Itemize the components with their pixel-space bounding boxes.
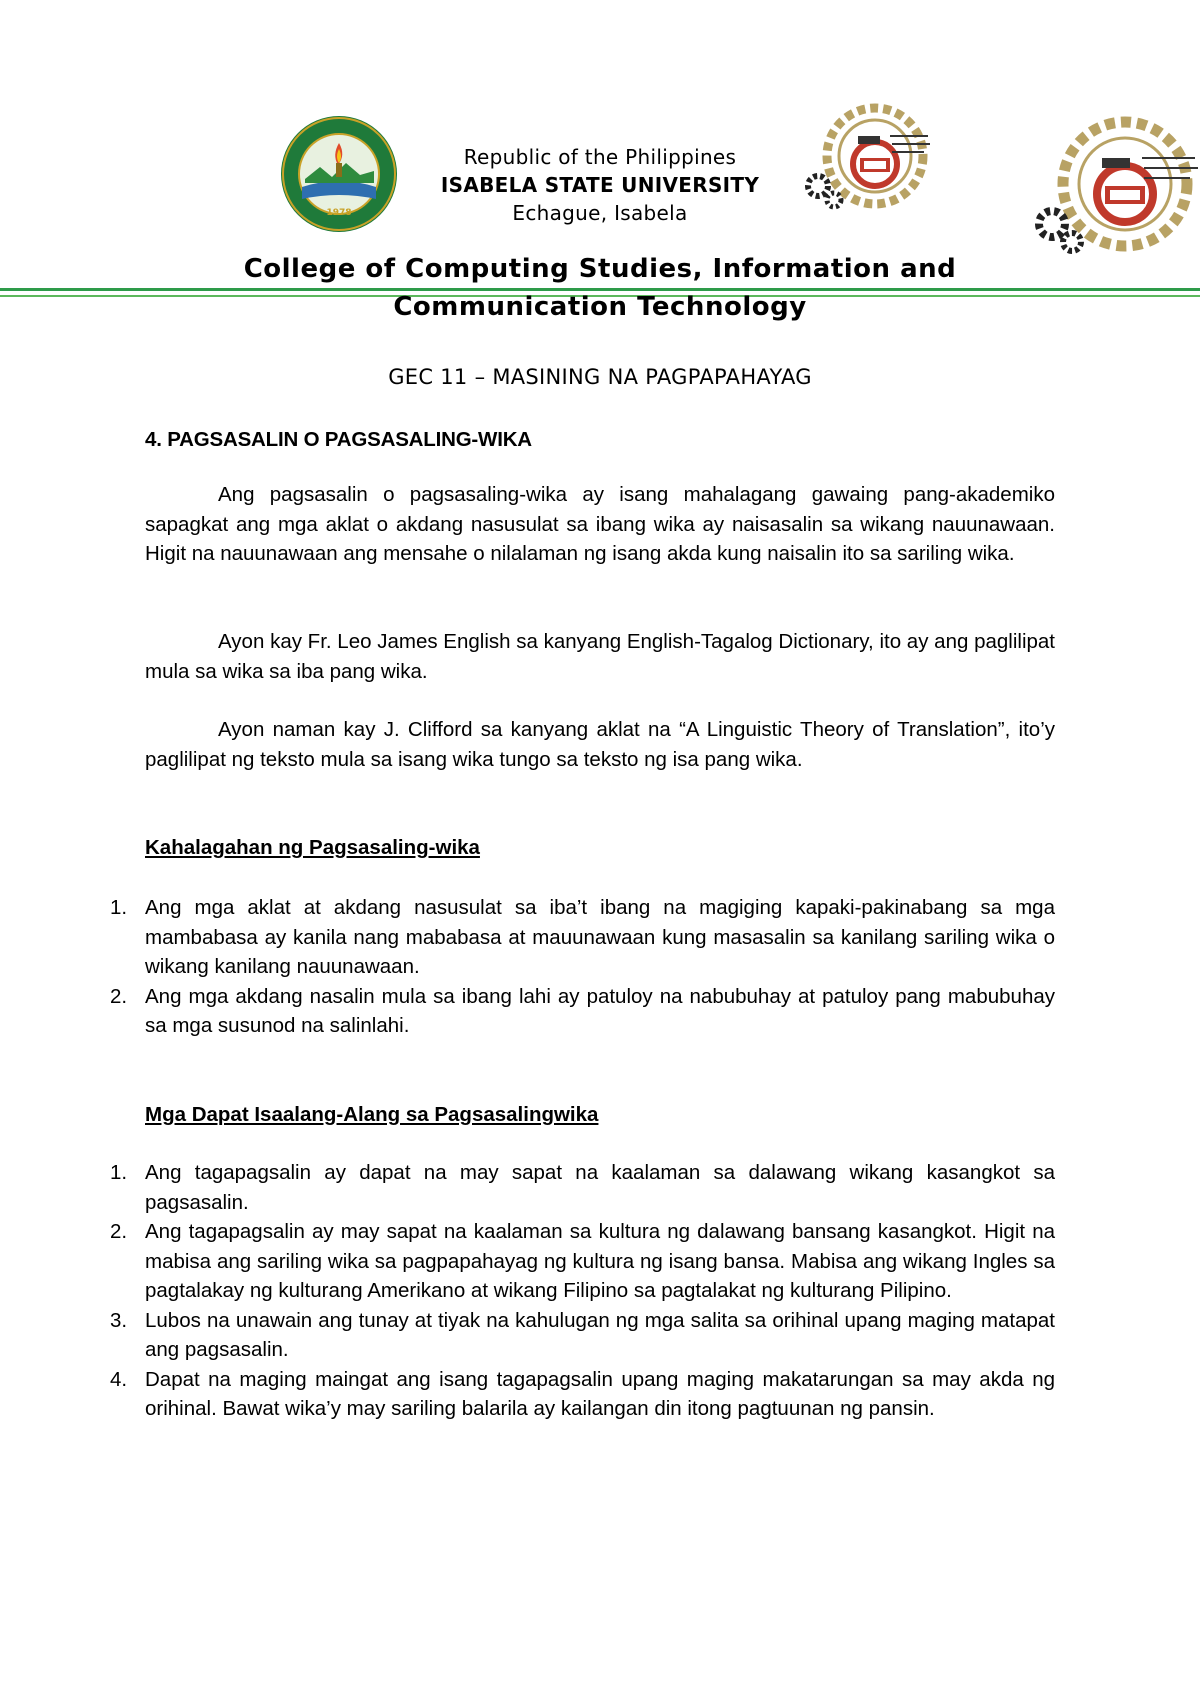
list-item — [110, 1306, 1055, 1365]
list-item-text: Ang tagapagsalin ay may sapat na kaalaman sa kultura ng dalawang bansang kasangkot. Higit na mabisa ang sariling wika sa pagpapahayag ng kultura ng isang bansa. Mabisa ang wikang Ingles sa pagtalakay ng kulturang Amerikano at wikang Filipino sa pagtalakat ng kulturang Pilipino. — [145, 1220, 1055, 1302]
list-item — [110, 893, 1055, 982]
list-item-text: Dapat na maging maingat ang isang tagapagsalin upang maging makatarungan sa may akda ng orihinal. Bawat wika’y may sariling balarila ay kailangan din itong pagtuunan ng pansin. — [145, 1367, 1055, 1420]
kahalagahan-list — [110, 893, 1055, 1041]
list-item — [110, 982, 1055, 1041]
list-item-text: Ang tagapagsalin ay dapat na may sapat na kaalaman sa dalawang wikang kasangkot sa pagsasalin. — [145, 1161, 1055, 1214]
list-number: 1. — [110, 896, 128, 919]
course-title: GEC 11 – MASINING NA PAGPAPAHAYAG — [388, 365, 812, 389]
ccsict-gear-logo-large — [1030, 106, 1200, 276]
list-number: 2. — [110, 984, 128, 1008]
republic-line: Republic of the Philippines — [463, 145, 737, 169]
list-number: 3. — [110, 1308, 128, 1332]
list-item — [110, 1158, 1055, 1217]
isu-seal-logo — [280, 115, 398, 233]
list-item-text: Lubos na unawain ang tunay at tiyak na kahulugan ng mga salita sa orihinal upang maging matapat ang pagsasalin. — [145, 1308, 1055, 1361]
university-location: Echague, Isabela — [512, 201, 688, 225]
dapat-list — [110, 1158, 1055, 1424]
university-name: ISABELA STATE UNIVERSITY — [440, 173, 760, 197]
paragraph-clifford-definition: Ayon naman kay J. Clifford sa kanyang aklat na “A Linguistic Theory of Translation”, ito’y paglilipat ng teksto mula sa isang wika tungo sa teksto ng isa pang wika. — [145, 718, 1055, 771]
dapat-heading: Mga Dapat Isaalang-Alang sa Pagsasalingwika — [145, 1103, 599, 1126]
list-number: 4. — [110, 1367, 128, 1391]
list-number: 2. — [110, 1220, 128, 1243]
list-item-text: Ang mga akdang nasalin mula sa ibang lahi ay patuloy na nabubuhay at patuloy pang mabubuhay sa mga susunod na salinlahi. — [145, 984, 1055, 1037]
paragraph-definition: Ang pagsasalin o pagsasaling-wika ay isang mahalagang gawaing pang-akademiko sapagkat ang mga aklat o akdang nasusulat sa ibang wika ay naisasalin sa wikang nauunawaan. Higit na nauunawaan ang mensahe o nilalaman ng isang akda kung naisalin ito sa sariling wika. — [145, 483, 1055, 565]
list-item — [110, 1365, 1055, 1424]
college-title: College of Computing Studies, Information and Communication Technology — [243, 254, 957, 322]
ccsict-gear-logo-small — [800, 96, 935, 231]
isu-logo-year: 1978 — [326, 208, 352, 218]
list-item-text: Ang mga aklat at akdang nasusulat sa iba’t ibang na magiging kapaki-pakinabang sa mga mambabasa ay kanila nang mababasa at mauunawaan kung masasalin sa kanilang sariling wika o wikang kanilang nauunawaan. — [145, 896, 1055, 978]
kahalagahan-heading: Kahalagahan ng Pagsasaling-wika — [145, 836, 480, 859]
list-item — [110, 1217, 1055, 1306]
list-number: 1. — [110, 1161, 128, 1184]
section-heading: 4. PAGSASALIN O PAGSASALING-WIKA — [145, 428, 532, 451]
paragraph-english-definition: Ayon kay Fr. Leo James English sa kanyang English-Tagalog Dictionary, ito ay ang paglilipat mula sa wika sa iba pang wika. — [145, 630, 1055, 683]
